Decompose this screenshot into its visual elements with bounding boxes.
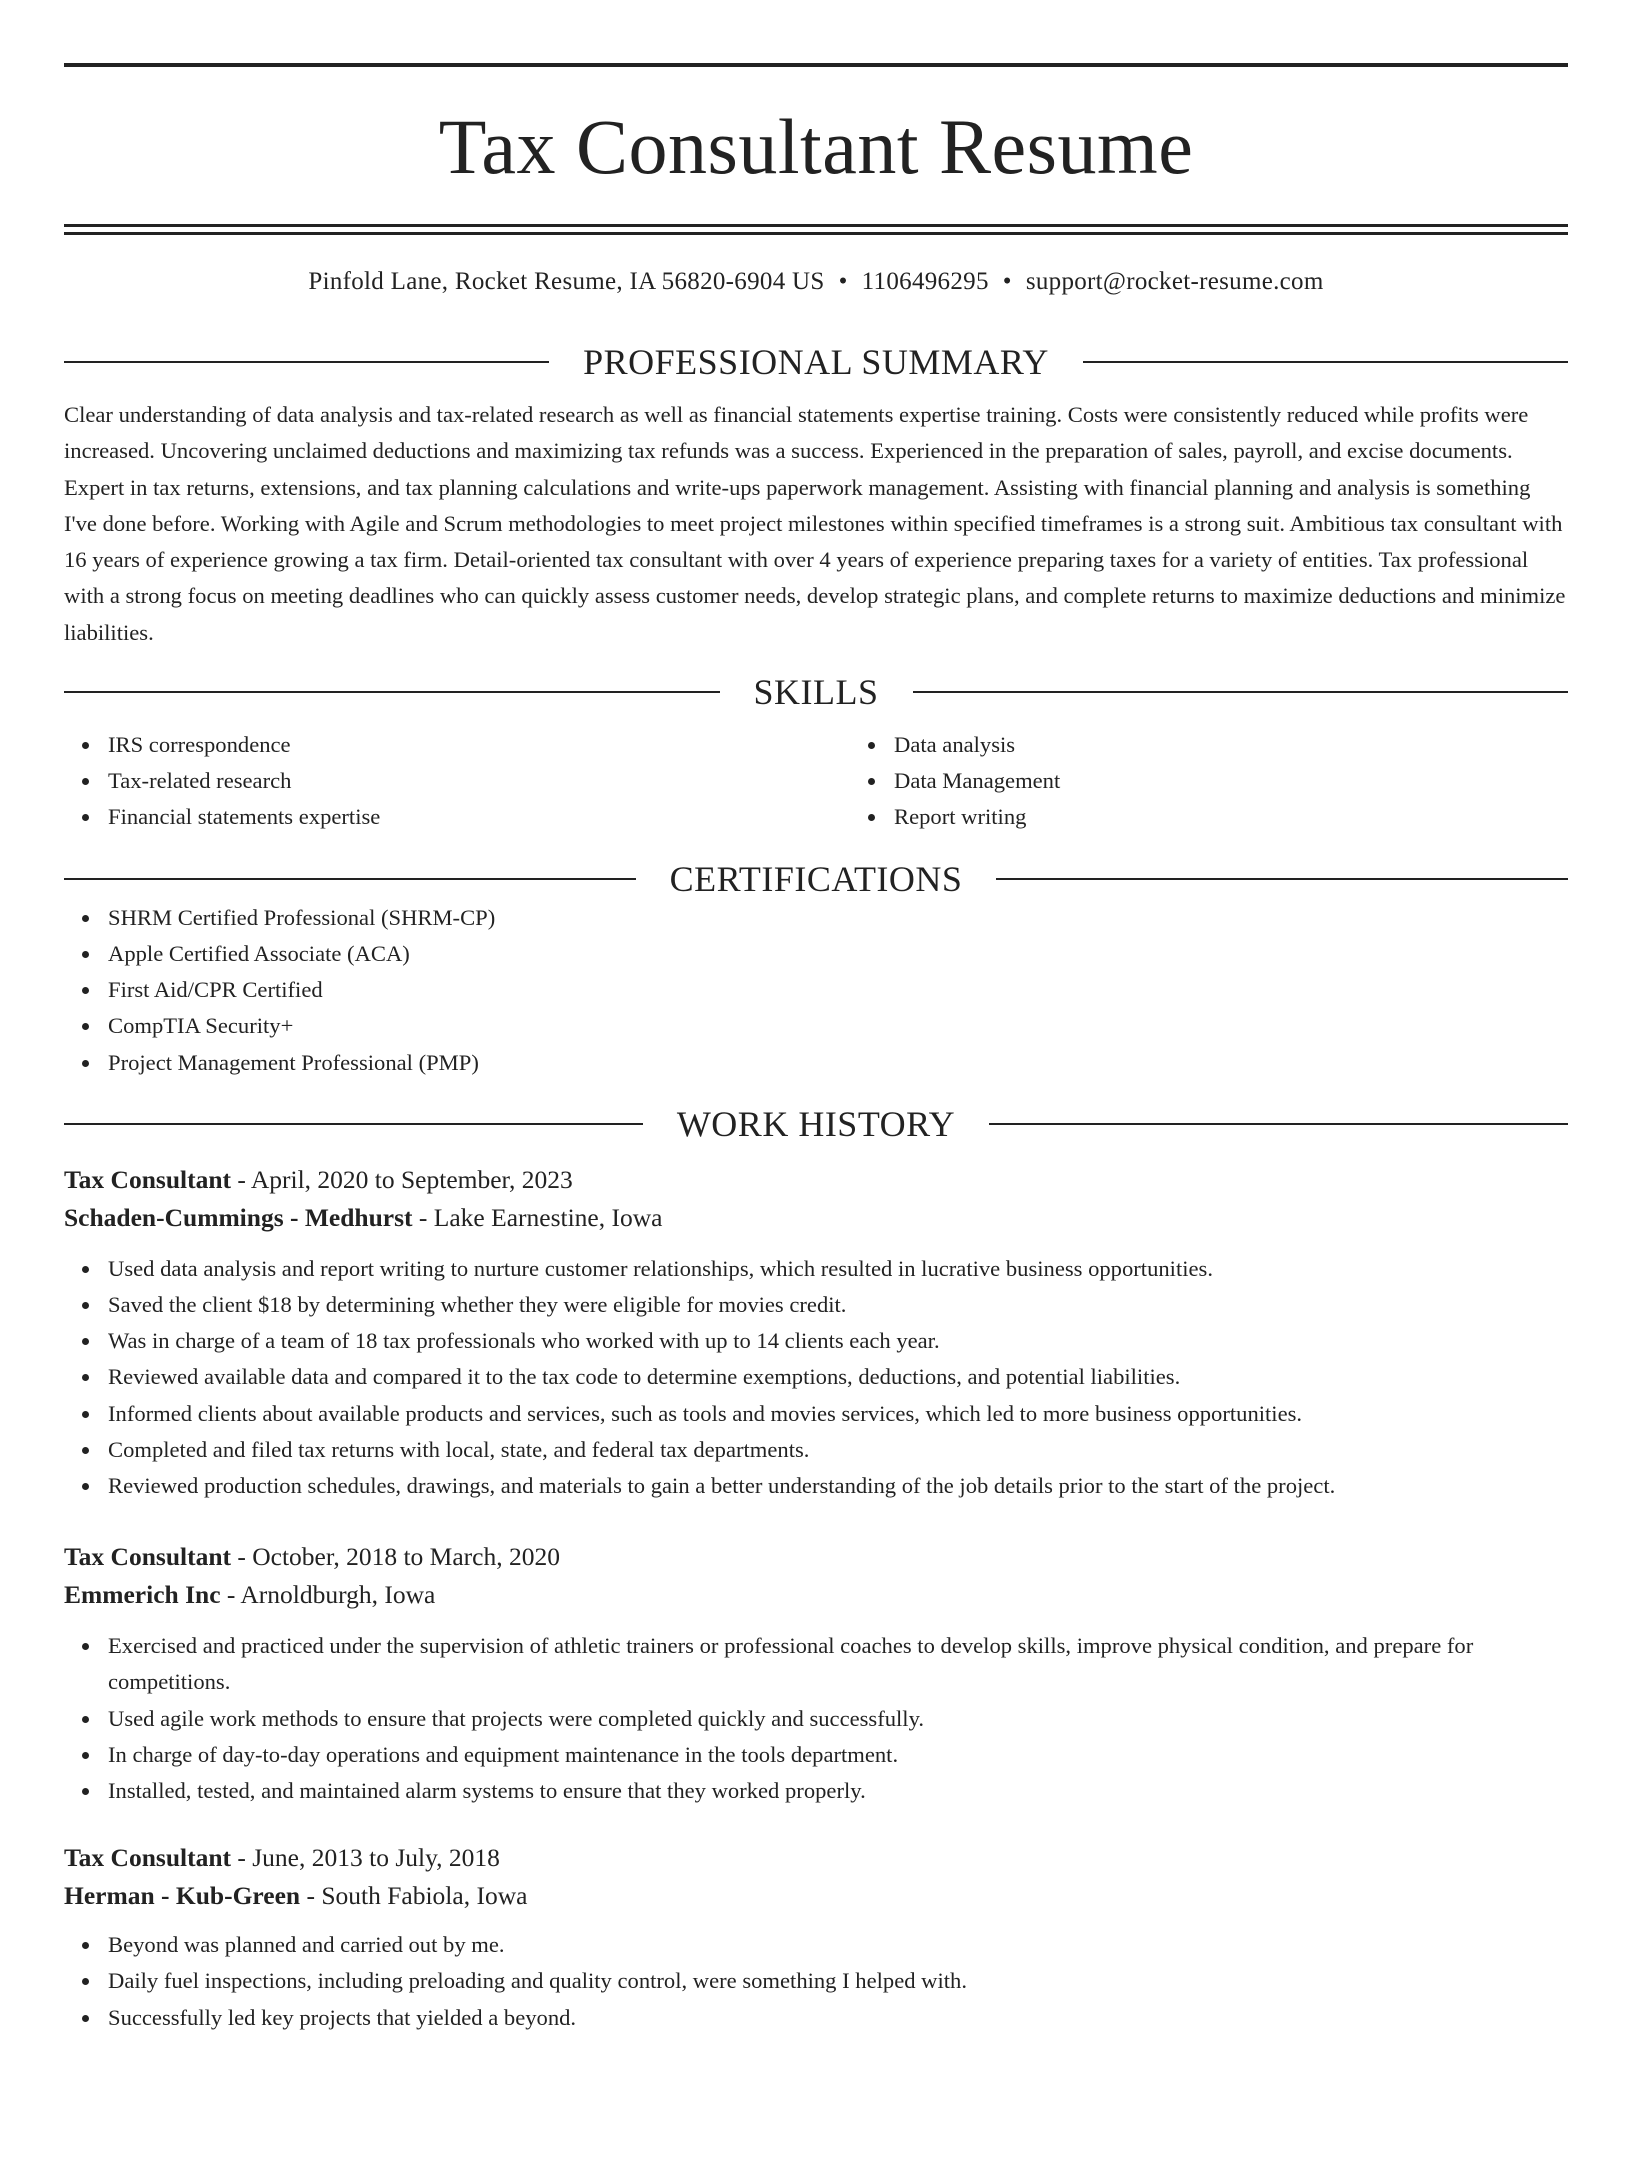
skills-list-right <box>850 727 1568 836</box>
page-title: Tax Consultant Resume <box>438 103 1194 190</box>
job-bullet: Successfully led key projects that yielded a beyond. <box>108 2000 1568 2036</box>
certifications-list <box>64 900 1568 1081</box>
job-dates: - June, 2013 to July, 2018 <box>231 1843 500 1873</box>
job-company: Schaden-Cummings - Medhurst <box>64 1202 413 1232</box>
heading-rule-right <box>913 691 1569 693</box>
job-bullet: Used data analysis and report writing to nurture customer relationships, which resulted in lucrative business opportunities. <box>108 1251 1568 1287</box>
job-bullet: Completed and filed tax returns with local, state, and federal tax departments. <box>108 1432 1568 1468</box>
heading-rule-left <box>64 878 636 880</box>
contact-address: Pinfold Lane, Rocket Resume, IA 56820-6904 US <box>308 268 825 295</box>
job-bullet: Used agile work methods to ensure that projects were completed quickly and successfully. <box>108 1701 1568 1737</box>
heading-rule-right <box>989 1123 1568 1125</box>
job-bullet: Saved the client $18 by determining whether they were eligible for movies credit. <box>108 1287 1568 1323</box>
job-bullets <box>64 1628 1568 1809</box>
job-location: - Arnoldburgh, Iowa <box>220 1580 436 1610</box>
contact-separator: • <box>838 268 848 295</box>
job-bullet: Beyond was planned and carried out by me. <box>108 1927 1568 1963</box>
skills-list-left <box>64 727 850 836</box>
contact-line <box>64 267 1568 297</box>
job-entry <box>64 1161 1568 1504</box>
job-title: Tax Consultant <box>64 1164 231 1194</box>
certification-item: CompTIA Security+ <box>108 1008 1568 1044</box>
job-bullets <box>64 1927 1568 2036</box>
job-dates: - April, 2020 to September, 2023 <box>231 1164 573 1194</box>
skills-heading <box>64 671 1568 713</box>
title-double-rule <box>64 224 1568 235</box>
heading-rule-left <box>64 1123 643 1125</box>
work-history-heading <box>64 1103 1568 1145</box>
resume-page <box>0 63 1632 2175</box>
skill-item: Data analysis <box>894 727 1568 763</box>
certification-item: First Aid/CPR Certified <box>108 972 1568 1008</box>
skills-heading-label: SKILLS <box>753 672 879 713</box>
job-bullet: Reviewed available data and compared it to the tax code to determine exemptions, deductions, and potential liabilities. <box>108 1359 1568 1395</box>
skill-item: Tax-related research <box>108 763 850 799</box>
job-company-line <box>64 1199 1568 1237</box>
job-company: Herman - Kub-Green <box>64 1881 301 1911</box>
heading-rule-left <box>64 361 549 363</box>
skill-item: Financial statements expertise <box>108 799 850 835</box>
skills-columns <box>64 727 1568 836</box>
certification-item: SHRM Certified Professional (SHRM-CP) <box>108 900 1568 936</box>
job-bullet: Exercised and practiced under the supervision of athletic trainers or professional coaches to develop skills, improve physical condition, and prepare for competitions. <box>108 1628 1568 1700</box>
summary-heading <box>64 341 1568 383</box>
summary-heading-label: PROFESSIONAL SUMMARY <box>583 342 1049 382</box>
job-location: - Lake Earnestine, Iowa <box>412 1202 663 1232</box>
job-bullet: Installed, tested, and maintained alarm systems to ensure that they worked properly. <box>108 1773 1568 1809</box>
contact-email: support@rocket-resume.com <box>1025 268 1324 295</box>
job-dates: - October, 2018 to March, 2020 <box>231 1542 560 1572</box>
job-title-line <box>64 1161 1568 1199</box>
job-title-line <box>64 1839 1568 1877</box>
job-title: Tax Consultant <box>64 1843 231 1873</box>
skill-item: Data Management <box>894 763 1568 799</box>
job-bullet: Reviewed production schedules, drawings, and materials to gain a better understanding of the job details prior to the start of the project. <box>108 1468 1568 1504</box>
heading-rule-right <box>1083 361 1568 363</box>
heading-rule-right <box>996 878 1568 880</box>
job-title: Tax Consultant <box>64 1542 231 1572</box>
contact-separator: • <box>1002 268 1012 295</box>
contact-phone: 1106496295 <box>861 268 989 295</box>
heading-rule-left <box>64 691 720 693</box>
job-location: - South Fabiola, Iowa <box>300 1881 528 1911</box>
skill-item: IRS correspondence <box>108 727 850 763</box>
job-bullet: Informed clients about available products and services, such as tools and movies services, which led to more business opportunities. <box>108 1396 1568 1432</box>
job-bullet: In charge of day-to-day operations and equipment maintenance in the tools department. <box>108 1737 1568 1773</box>
job-company-line <box>64 1576 1568 1614</box>
job-entry <box>64 1538 1568 1809</box>
certifications-heading <box>64 858 1568 900</box>
job-bullets <box>64 1251 1568 1504</box>
job-bullet: Was in charge of a team of 18 tax professionals who worked with up to 14 clients each year. <box>108 1323 1568 1359</box>
certification-item: Apple Certified Associate (ACA) <box>108 936 1568 972</box>
certifications-heading-label: CERTIFICATIONS <box>669 858 963 899</box>
job-entry <box>64 1839 1568 2036</box>
skill-item: Report writing <box>894 799 1568 835</box>
certification-item: Project Management Professional (PMP) <box>108 1045 1568 1081</box>
job-title-line <box>64 1538 1568 1576</box>
top-rule <box>64 63 1568 67</box>
job-company: Emmerich Inc <box>64 1580 221 1610</box>
job-company-line <box>64 1877 1568 1915</box>
job-bullet: Daily fuel inspections, including preloading and quality control, were something I helped with. <box>108 1963 1568 1999</box>
summary-text: Clear understanding of data analysis and tax-related research as well as financial statements expertise training. Costs were consistently reduced while profits were increased. Uncovering unclaimed deductions and maximizing tax refunds was a success. Experienced in the preparation of sales, payroll, and excise documents. Expert in tax returns, extensions, and tax planning calculations and write-ups paperwork management. Assisting with financial planning and analysis is something I've done before. Working with Agile and Scrum methodologies to meet project milestones within specified timeframes is a strong suit. Ambitious tax consultant with 16 years of experience growing a tax firm. Detail-oriented tax consultant with over 4 years of experience preparing taxes for a variety of entities. Tax professional with a strong focus on meeting deadlines who can quickly assess customer needs, develop strategic plans, and complete returns to maximize deductions and minimize liabilities. <box>64 402 1566 645</box>
work-history-heading-label: WORK HISTORY <box>676 1103 956 1144</box>
